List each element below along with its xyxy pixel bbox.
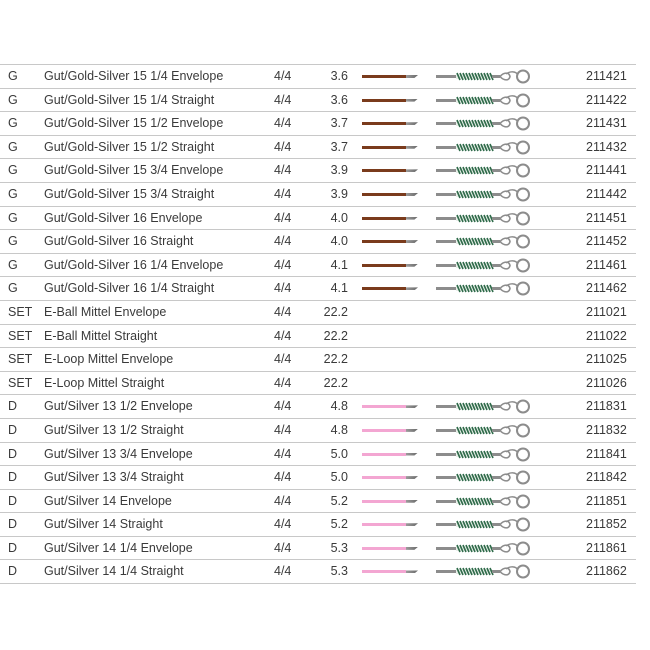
article-number: 211431 xyxy=(586,116,627,131)
string-gauge: 5.2 xyxy=(330,517,348,532)
string-end-loop-icon xyxy=(436,163,532,178)
string-size: 4/4 xyxy=(274,352,292,367)
string-note: SET xyxy=(8,375,33,390)
string-end-loop-icon xyxy=(436,494,532,509)
string-size: 4/4 xyxy=(274,422,292,437)
string-note: D xyxy=(8,493,18,508)
string-end-loop-icon xyxy=(436,116,532,131)
article-number: 211462 xyxy=(586,281,627,296)
string-size: 4/4 xyxy=(274,281,292,296)
color-code-bar xyxy=(362,476,406,479)
article-number: 211862 xyxy=(586,564,627,579)
string-name: E-Ball Mittel Envelope xyxy=(44,304,167,319)
string-gauge: 5.3 xyxy=(330,564,348,579)
table-row xyxy=(0,324,636,348)
string-size: 4/4 xyxy=(274,116,292,131)
string-gauge: 4.1 xyxy=(330,257,348,272)
string-note: G xyxy=(8,234,18,249)
color-code-bar xyxy=(362,217,406,220)
string-size: 4/4 xyxy=(274,139,292,154)
string-name: Gut/Gold-Silver 15 1/2 Envelope xyxy=(44,116,224,131)
article-number: 211442 xyxy=(586,186,627,201)
article-number: 211842 xyxy=(586,470,627,485)
string-name: Gut/Gold-Silver 16 Straight xyxy=(44,234,194,249)
string-end-loop-icon xyxy=(436,447,532,462)
article-number: 211852 xyxy=(586,517,627,532)
color-code-bar xyxy=(362,264,406,267)
string-name: Gut/Gold-Silver 16 Envelope xyxy=(44,210,203,225)
string-size: 4/4 xyxy=(274,517,292,532)
string-end-loop-icon xyxy=(436,470,532,485)
string-name: Gut/Gold-Silver 16 1/4 Envelope xyxy=(44,257,224,272)
string-end-loop-icon xyxy=(436,423,532,438)
color-code-bar xyxy=(362,287,406,290)
string-name: Gut/Gold-Silver 15 1/2 Straight xyxy=(44,139,215,154)
table-row xyxy=(0,536,636,560)
color-code-bar xyxy=(362,169,406,172)
string-end-loop-icon xyxy=(436,211,532,226)
string-end-loop-icon xyxy=(436,140,532,155)
string-size: 4/4 xyxy=(274,92,292,107)
string-size: 4/4 xyxy=(274,210,292,225)
color-code-bar xyxy=(362,453,406,456)
table-row xyxy=(0,88,636,112)
color-code-bar xyxy=(362,193,406,196)
string-note: G xyxy=(8,257,18,272)
string-note: D xyxy=(8,564,18,579)
string-name: Gut/Silver 14 Straight xyxy=(44,517,163,532)
string-size: 4/4 xyxy=(274,234,292,249)
string-end-loop-icon xyxy=(436,234,532,249)
string-name: Gut/Silver 14 Envelope xyxy=(44,493,172,508)
string-gauge: 4.0 xyxy=(330,210,348,225)
table-row xyxy=(0,559,636,584)
string-note: SET xyxy=(8,352,33,367)
table-row xyxy=(0,512,636,536)
string-note: G xyxy=(8,163,18,178)
string-name: Gut/Silver 13 1/2 Envelope xyxy=(44,399,193,414)
string-size: 4/4 xyxy=(274,163,292,178)
string-name: Gut/Gold-Silver 15 1/4 Straight xyxy=(44,92,215,107)
table-row xyxy=(0,347,636,371)
string-name: E-Loop Mittel Straight xyxy=(44,375,165,390)
article-number: 211452 xyxy=(586,234,627,249)
color-code-bar xyxy=(362,75,406,78)
string-gauge: 22.2 xyxy=(323,375,348,390)
string-name: Gut/Silver 14 1/4 Straight xyxy=(44,564,184,579)
table-row xyxy=(0,371,636,395)
string-gauge: 22.2 xyxy=(323,328,348,343)
string-size: 4/4 xyxy=(274,69,292,83)
table-row xyxy=(0,206,636,230)
article-number: 211432 xyxy=(586,139,627,154)
table-row xyxy=(0,229,636,253)
color-code-bar xyxy=(362,429,406,432)
color-code-bar xyxy=(362,405,406,408)
table-row xyxy=(0,111,636,135)
string-gauge: 5.0 xyxy=(330,470,348,485)
article-number: 211851 xyxy=(586,493,627,508)
table-row xyxy=(0,253,636,277)
string-size: 4/4 xyxy=(274,399,292,414)
string-end-loop-icon xyxy=(436,93,532,108)
string-gauge: 22.2 xyxy=(323,352,348,367)
string-name: Gut/Silver 13 3/4 Straight xyxy=(44,470,184,485)
string-gauge: 4.0 xyxy=(330,234,348,249)
article-number: 211832 xyxy=(586,422,627,437)
string-name: Gut/Gold-Silver 16 1/4 Straight xyxy=(44,281,215,296)
string-name: Gut/Gold-Silver 15 3/4 Envelope xyxy=(44,163,224,178)
string-note: G xyxy=(8,210,18,225)
table-row xyxy=(0,300,636,324)
article-number: 211441 xyxy=(586,163,627,178)
color-code-bar xyxy=(362,523,406,526)
color-code-bar xyxy=(362,500,406,503)
table-row xyxy=(0,465,636,489)
string-end-loop-icon xyxy=(436,69,532,84)
table-row xyxy=(0,418,636,442)
string-note: D xyxy=(8,540,18,555)
table-row xyxy=(0,64,636,88)
string-note: G xyxy=(8,116,18,131)
article-number: 211841 xyxy=(586,446,627,461)
string-size: 4/4 xyxy=(274,564,292,579)
table-row xyxy=(0,158,636,182)
string-name: Gut/Gold-Silver 15 3/4 Straight xyxy=(44,186,215,201)
string-note: G xyxy=(8,69,18,83)
article-number: 211831 xyxy=(586,399,627,414)
string-end-loop-icon xyxy=(436,399,532,414)
string-note: G xyxy=(8,92,18,107)
string-gauge: 5.0 xyxy=(330,446,348,461)
string-gauge: 3.7 xyxy=(330,116,348,131)
table-row xyxy=(0,489,636,513)
string-size: 4/4 xyxy=(274,470,292,485)
string-note: D xyxy=(8,399,18,414)
color-code-bar xyxy=(362,240,406,243)
string-size: 4/4 xyxy=(274,493,292,508)
table-row xyxy=(0,135,636,159)
string-size: 4/4 xyxy=(274,540,292,555)
string-gauge: 4.8 xyxy=(330,399,348,414)
string-size: 4/4 xyxy=(274,257,292,272)
article-number: 211451 xyxy=(586,210,627,225)
string-name: Gut/Gold-Silver 15 1/4 Envelope xyxy=(44,69,224,83)
article-number: 211421 xyxy=(586,69,627,83)
string-gauge: 3.6 xyxy=(330,92,348,107)
color-code-bar xyxy=(362,570,406,573)
string-end-loop-icon xyxy=(436,541,532,556)
string-gauge: 5.2 xyxy=(330,493,348,508)
string-note: G xyxy=(8,281,18,296)
article-number: 211025 xyxy=(586,352,627,367)
article-number: 211861 xyxy=(586,540,627,555)
color-code-bar xyxy=(362,122,406,125)
string-gauge: 4.8 xyxy=(330,422,348,437)
string-end-loop-icon xyxy=(436,187,532,202)
string-size: 4/4 xyxy=(274,446,292,461)
string-name: E-Ball Mittel Straight xyxy=(44,328,158,343)
string-note: D xyxy=(8,517,18,532)
string-size: 4/4 xyxy=(274,304,292,319)
string-end-loop-icon xyxy=(436,517,532,532)
string-size: 4/4 xyxy=(274,328,292,343)
table-row xyxy=(0,394,636,418)
string-note: SET xyxy=(8,328,33,343)
string-gauge: 3.9 xyxy=(330,186,348,201)
string-note: D xyxy=(8,422,18,437)
string-name: Gut/Silver 13 1/2 Straight xyxy=(44,422,184,437)
string-note: G xyxy=(8,186,18,201)
string-note: D xyxy=(8,446,18,461)
color-code-bar xyxy=(362,99,406,102)
string-gauge: 3.9 xyxy=(330,163,348,178)
string-gauge: 3.6 xyxy=(330,69,348,83)
string-note: SET xyxy=(8,304,33,319)
string-size: 4/4 xyxy=(274,186,292,201)
string-table xyxy=(0,64,636,584)
article-number: 211022 xyxy=(586,328,627,343)
string-gauge: 5.3 xyxy=(330,540,348,555)
article-number: 211422 xyxy=(586,92,627,107)
string-end-loop-icon xyxy=(436,258,532,273)
string-gauge: 3.7 xyxy=(330,139,348,154)
color-code-bar xyxy=(362,146,406,149)
string-name: E-Loop Mittel Envelope xyxy=(44,352,174,367)
string-size: 4/4 xyxy=(274,375,292,390)
article-number: 211026 xyxy=(586,375,627,390)
string-note: G xyxy=(8,139,18,154)
table-row xyxy=(0,442,636,466)
table-row xyxy=(0,276,636,300)
string-note: D xyxy=(8,470,18,485)
string-name: Gut/Silver 13 3/4 Envelope xyxy=(44,446,193,461)
color-code-bar xyxy=(362,547,406,550)
string-end-loop-icon xyxy=(436,281,532,296)
string-gauge: 4.1 xyxy=(330,281,348,296)
article-number: 211021 xyxy=(586,304,627,319)
string-name: Gut/Silver 14 1/4 Envelope xyxy=(44,540,193,555)
article-number: 211461 xyxy=(586,257,627,272)
string-gauge: 22.2 xyxy=(323,304,348,319)
string-end-loop-icon xyxy=(436,564,532,579)
table-row xyxy=(0,182,636,206)
